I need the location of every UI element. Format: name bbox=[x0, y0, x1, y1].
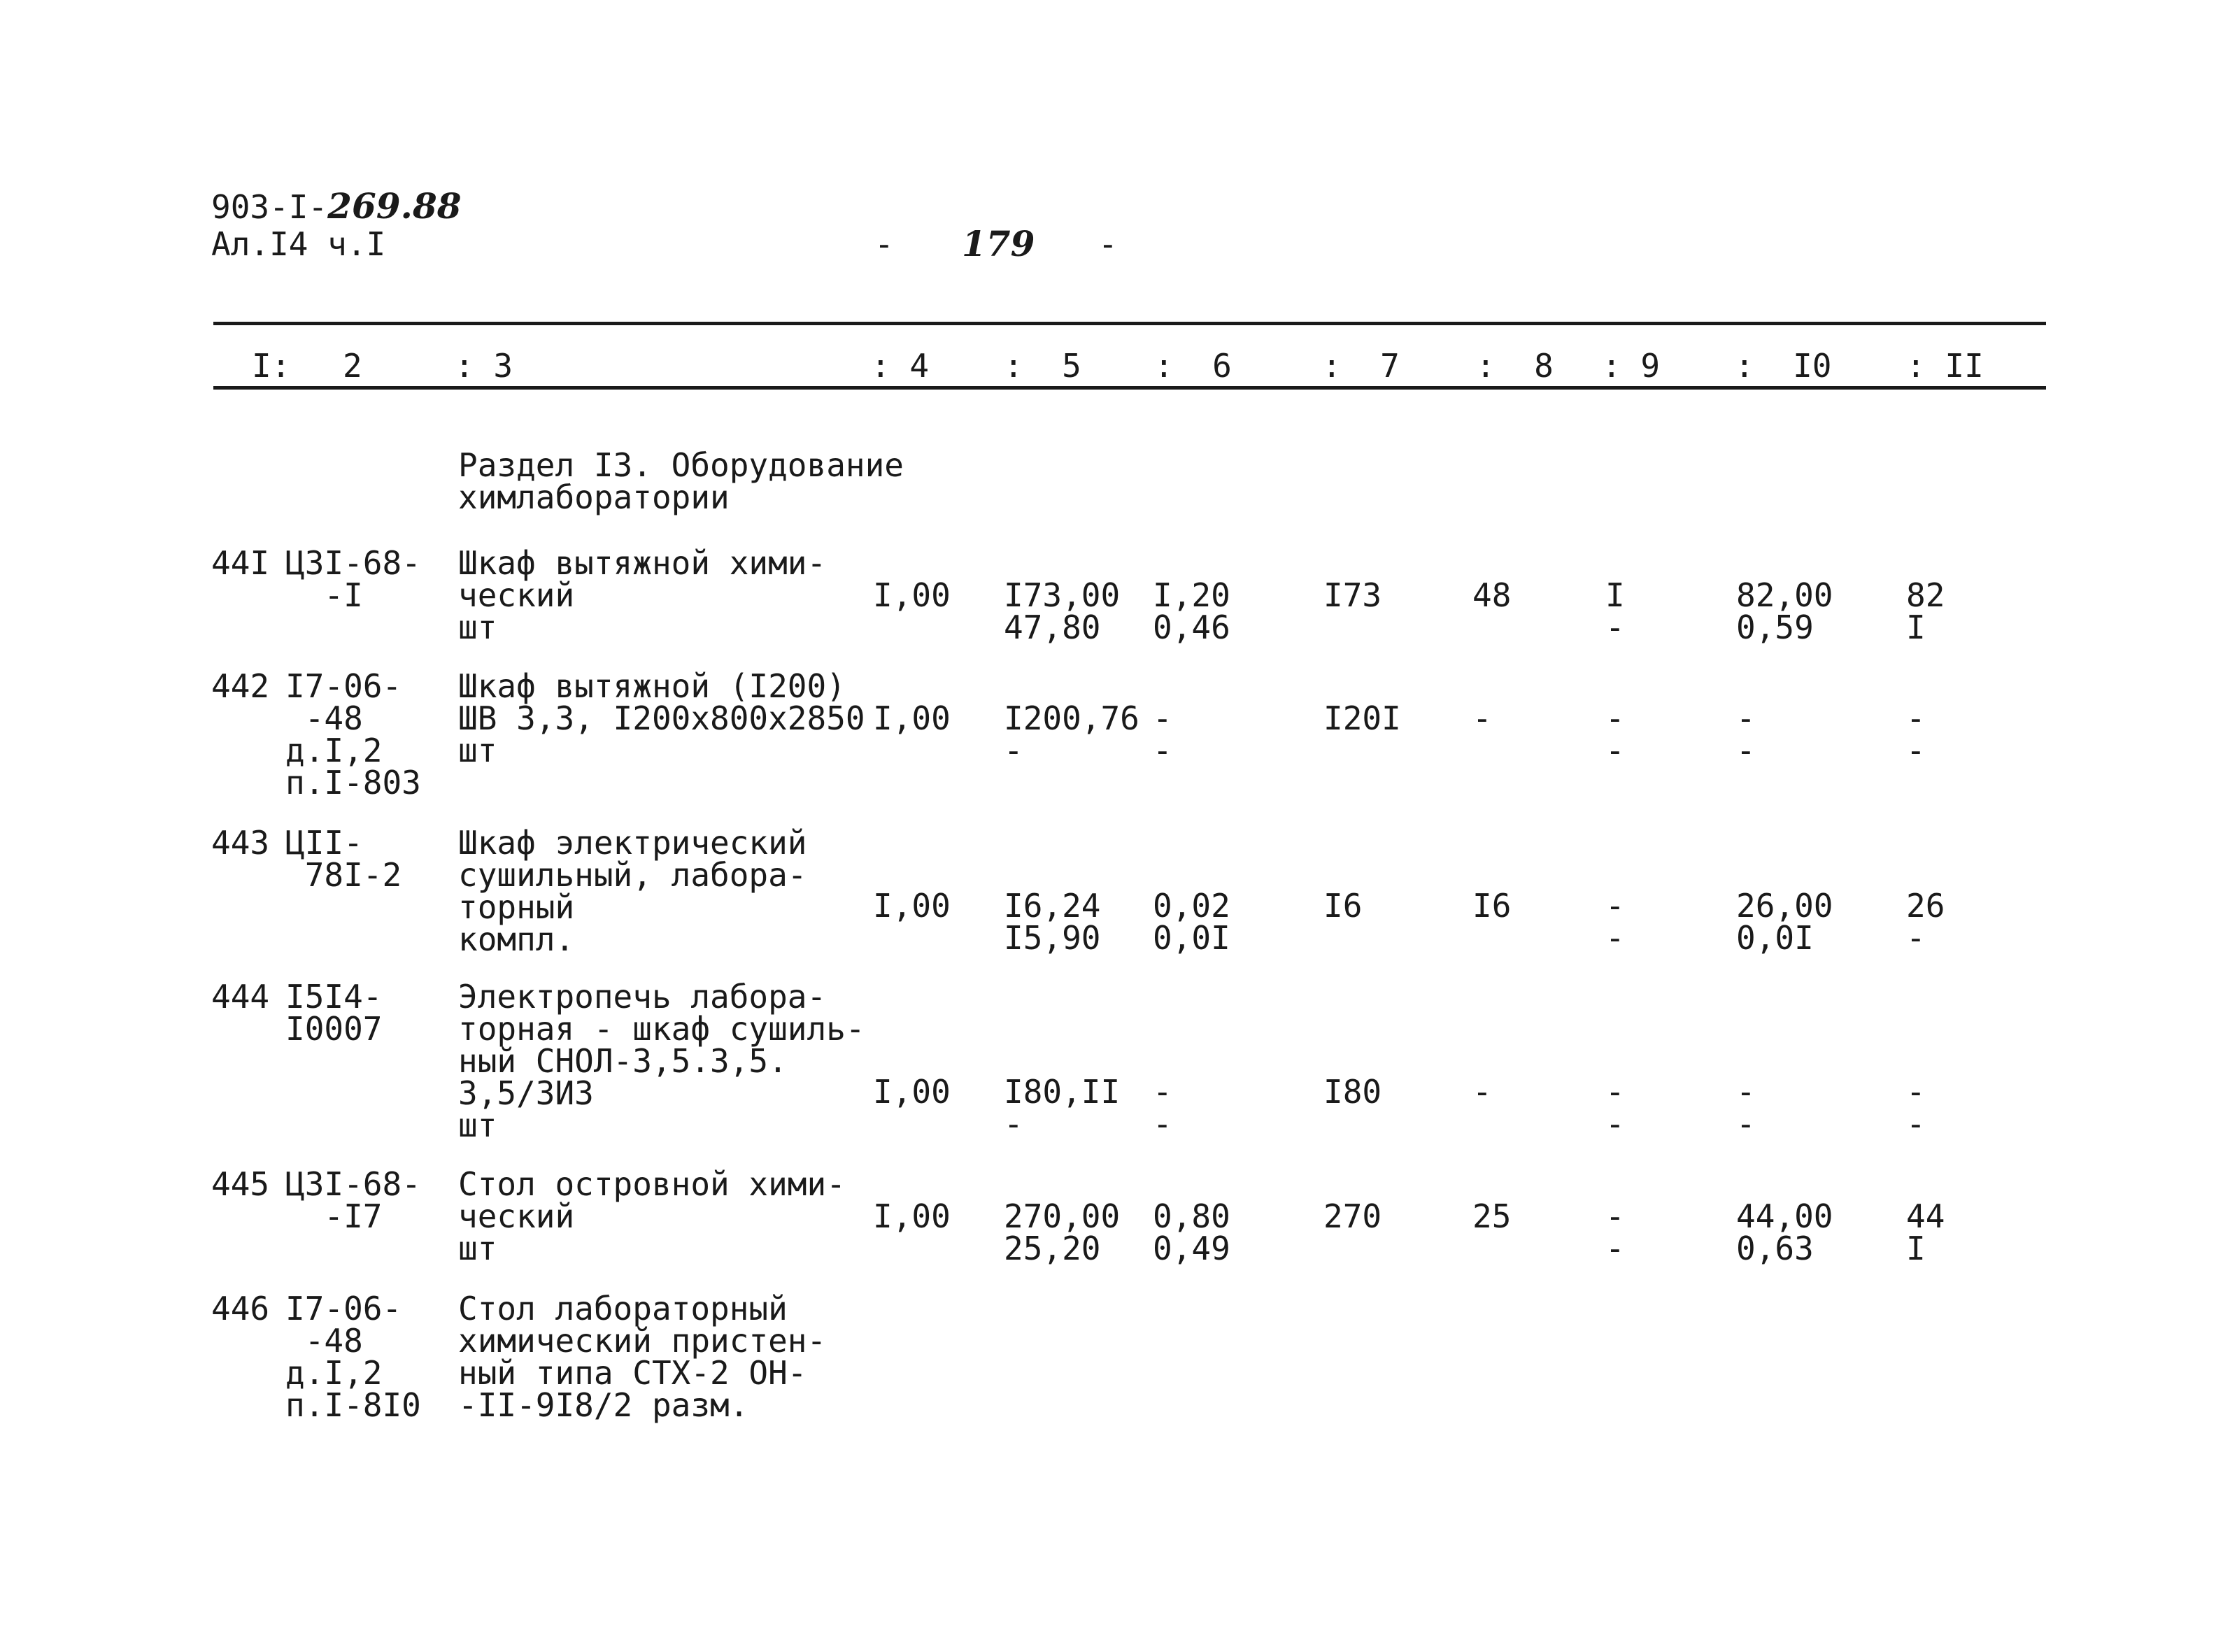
row-445-c9: - - bbox=[1605, 1197, 1625, 1267]
row-441-name: Шкаф вытяжной хими- ческий шт bbox=[458, 544, 827, 646]
row-442-name: Шкаф вытяжной (I200) ШВ 3,3, I200x800x2850 шт bbox=[458, 667, 865, 769]
row-445-c6: 0,80 0,49 bbox=[1153, 1197, 1230, 1267]
row-444-c8: - bbox=[1472, 1073, 1492, 1111]
row-442-code: I7-06- -48 д.I,2 п.I-803 bbox=[285, 667, 421, 802]
col-header-11: : II bbox=[1906, 347, 1984, 385]
row-443-code: ЦII- 78I-2 bbox=[285, 824, 402, 894]
col-header-2: 2 bbox=[343, 347, 362, 385]
col-header-1: I: bbox=[252, 347, 291, 385]
row-445-num: 445 bbox=[211, 1165, 270, 1203]
row-445-c4: I,00 bbox=[873, 1197, 951, 1235]
row-443-c11: 26 - bbox=[1906, 887, 1945, 957]
col-header-10: : I0 bbox=[1735, 347, 1832, 385]
page-dash-right: - bbox=[1098, 225, 1118, 263]
row-443-c6: 0,02 0,0I bbox=[1153, 887, 1230, 957]
row-442-c9: - - bbox=[1605, 699, 1625, 769]
page-dash-left: - bbox=[874, 225, 894, 263]
row-443-c7: I6 bbox=[1323, 887, 1363, 925]
col-header-9: : 9 bbox=[1602, 347, 1661, 385]
row-442-c4: I,00 bbox=[873, 699, 951, 737]
row-446-name: Стол лабораторный химический пристен- ный типа СТХ-2 ОН- -II-9I8/2 разм. bbox=[458, 1290, 827, 1424]
row-445-c5: 270,00 25,20 bbox=[1004, 1197, 1121, 1267]
row-444-num: 444 bbox=[211, 978, 270, 1016]
row-443-num: 443 bbox=[211, 824, 270, 862]
row-441-c8: 48 bbox=[1472, 576, 1512, 614]
row-444-c6: - - bbox=[1153, 1073, 1172, 1143]
row-446-code: I7-06- -48 д.I,2 п.I-8I0 bbox=[285, 1290, 421, 1424]
col-header-3: : 3 bbox=[455, 347, 513, 385]
row-441-c10: 82,00 0,59 bbox=[1736, 576, 1833, 646]
row-442-c8: - bbox=[1472, 699, 1492, 737]
row-441-c5: I73,00 47,80 bbox=[1004, 576, 1121, 646]
row-442-c10: - - bbox=[1736, 699, 1756, 769]
row-442-num: 442 bbox=[211, 667, 270, 705]
row-441-c7: I73 bbox=[1323, 576, 1382, 614]
row-445-name: Стол островной хими- ческий шт bbox=[458, 1165, 846, 1267]
row-446-num: 446 bbox=[211, 1290, 270, 1327]
col-header-6: : 6 bbox=[1154, 347, 1232, 385]
row-445-code: ЦЗI-68- -I7 bbox=[285, 1165, 421, 1235]
row-444-name: Электропечь лабора- торная - шкаф сушиль- ный СНОЛ-3,5.3,5. 3,5/3ИЗ шт bbox=[458, 978, 865, 1144]
col-header-5: : 5 bbox=[1004, 347, 1081, 385]
row-444-c10: - - bbox=[1736, 1073, 1756, 1143]
doc-code-prefix: 903-I- bbox=[211, 188, 328, 226]
row-443-c9: - - bbox=[1605, 887, 1625, 957]
row-445-c10: 44,00 0,63 bbox=[1736, 1197, 1833, 1267]
col-header-4: : 4 bbox=[871, 347, 930, 385]
row-442-c5: I200,76 - bbox=[1004, 699, 1139, 769]
row-443-c4: I,00 bbox=[873, 887, 951, 925]
album-label: Ал.I4 ч.I bbox=[211, 225, 386, 263]
row-442-c6: - - bbox=[1153, 699, 1172, 769]
row-441-c9: I - bbox=[1605, 576, 1625, 646]
row-445-c11: 44 I bbox=[1906, 1197, 1945, 1267]
row-441-c4: I,00 bbox=[873, 576, 951, 614]
row-443-name: Шкаф электрический сушильный, лабора- торный компл. bbox=[458, 824, 807, 958]
doc-code-handwritten: 269.88 bbox=[327, 185, 462, 227]
row-441-num: 44I bbox=[211, 544, 270, 582]
doc-code bbox=[211, 185, 462, 227]
row-444-c7: I80 bbox=[1323, 1073, 1382, 1111]
row-444-code: I5I4- I0007 bbox=[285, 978, 383, 1048]
col-header-8: : 8 bbox=[1476, 347, 1554, 385]
row-445-c7: 270 bbox=[1323, 1197, 1382, 1235]
page-number: 179 bbox=[962, 223, 1035, 264]
row-441-c11: 82 I bbox=[1906, 576, 1945, 646]
header-bottom-rule bbox=[213, 386, 2046, 390]
row-443-c5: I6,24 I5,90 bbox=[1004, 887, 1101, 957]
row-444-c11: - - bbox=[1906, 1073, 1926, 1143]
row-441-code: ЦЗI-68- -I bbox=[285, 544, 421, 614]
row-444-c5: I80,II - bbox=[1004, 1073, 1121, 1143]
row-443-c8: I6 bbox=[1472, 887, 1512, 925]
header-top-rule bbox=[213, 322, 2046, 325]
row-442-c7: I20I bbox=[1323, 699, 1401, 737]
section-title: Раздел I3. Оборудование химлаборатории bbox=[458, 446, 904, 516]
row-442-c11: - - bbox=[1906, 699, 1926, 769]
row-443-c10: 26,00 0,0I bbox=[1736, 887, 1833, 957]
col-header-7: : 7 bbox=[1322, 347, 1400, 385]
row-444-c4: I,00 bbox=[873, 1073, 951, 1111]
row-441-c6: I,20 0,46 bbox=[1153, 576, 1230, 646]
row-444-c9: - - bbox=[1605, 1073, 1625, 1143]
row-445-c8: 25 bbox=[1472, 1197, 1512, 1235]
